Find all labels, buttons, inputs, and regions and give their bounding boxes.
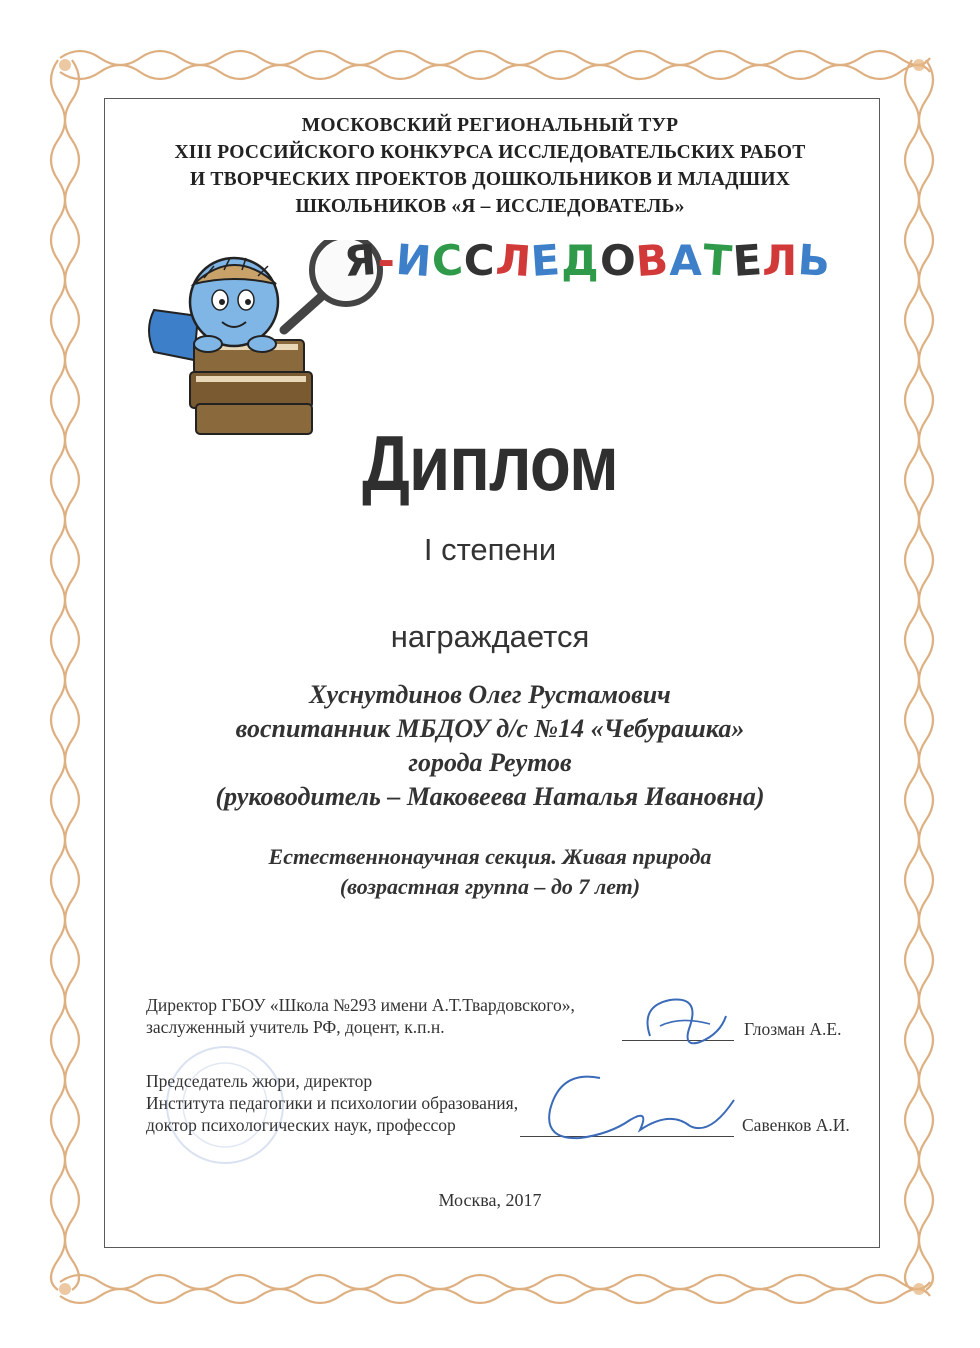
recipient-city: города Реутов <box>408 748 572 777</box>
recipient-supervisor: (руководитель – Маковеева Наталья Ивановна) <box>215 782 765 811</box>
logo-letter: Т <box>701 235 735 286</box>
logo-letter: С <box>430 234 466 287</box>
signatory-2-name: Савенков А.И. <box>742 1115 850 1135</box>
diploma-degree: I степени <box>423 532 557 567</box>
logo-letter: И <box>394 234 434 287</box>
position-line: Председатель жюри, директор <box>146 1071 373 1091</box>
header-line: XIII РОССИЙСКОГО КОНКУРСА ИССЛЕДОВАТЕЛЬСКИХ РАБОТ <box>174 142 806 163</box>
logo-letter: Е <box>529 235 563 286</box>
signature-1-icon <box>630 986 740 1066</box>
logo-letter: Я <box>342 234 380 287</box>
logo-letter: Е <box>730 235 764 286</box>
recipient-block <box>120 678 860 814</box>
awarded-label: награждается <box>390 619 590 654</box>
logo-text <box>344 236 831 285</box>
logo-letter: - <box>377 236 396 285</box>
position-line: Института педагогики и психологии образования, <box>146 1093 519 1113</box>
age-group: (возрастная группа – до 7 лет) <box>339 874 641 899</box>
stamp-icon <box>150 1040 300 1170</box>
position-line: Директор ГБОУ «Школа №293 имени А.Т.Твардовского», <box>146 995 575 1015</box>
logo-letter: Л <box>493 234 534 287</box>
section-name: Естественнонаучная секция. Живая природа <box>268 844 712 869</box>
section-block <box>120 842 860 902</box>
logo-letter: Ь <box>796 234 833 287</box>
recipient-name: Хуснутдинов Олег Рустамович <box>309 680 671 709</box>
diploma-title: Диплом <box>362 419 618 507</box>
contest-header <box>120 112 860 220</box>
position-line: заслуженный учитель РФ, доцент, к.п.н. <box>146 1017 445 1037</box>
recipient-institution: воспитанник МБДОУ д/с №14 «Чебурашка» <box>235 714 745 743</box>
logo-letter: А <box>669 236 703 285</box>
header-line: ШКОЛЬНИКОВ «Я – ИССЛЕДОВАТЕЛЬ» <box>295 196 685 217</box>
header-line: МОСКОВСКИЙ РЕГИОНАЛЬНЫЙ ТУР <box>301 115 679 136</box>
position-line: доктор психологических наук, профессор <box>146 1115 456 1135</box>
mascot-icon <box>190 258 278 352</box>
logo-letter: О <box>597 234 638 287</box>
logo-letter: Л <box>762 236 799 285</box>
logo-letter: В <box>634 234 671 287</box>
logo-letter: Д <box>561 236 600 285</box>
header-line: И ТВОРЧЕСКИХ ПРОЕКТОВ ДОШКОЛЬНИКОВ И МЛАДШИХ <box>189 169 791 190</box>
signatory-1-position <box>146 994 575 1038</box>
city-year: Москва, 2017 <box>438 1190 542 1210</box>
signatory-1-name: Глозман А.Е. <box>744 1019 842 1039</box>
logo-letter: С <box>463 236 496 285</box>
signature-2-icon <box>520 1060 750 1160</box>
